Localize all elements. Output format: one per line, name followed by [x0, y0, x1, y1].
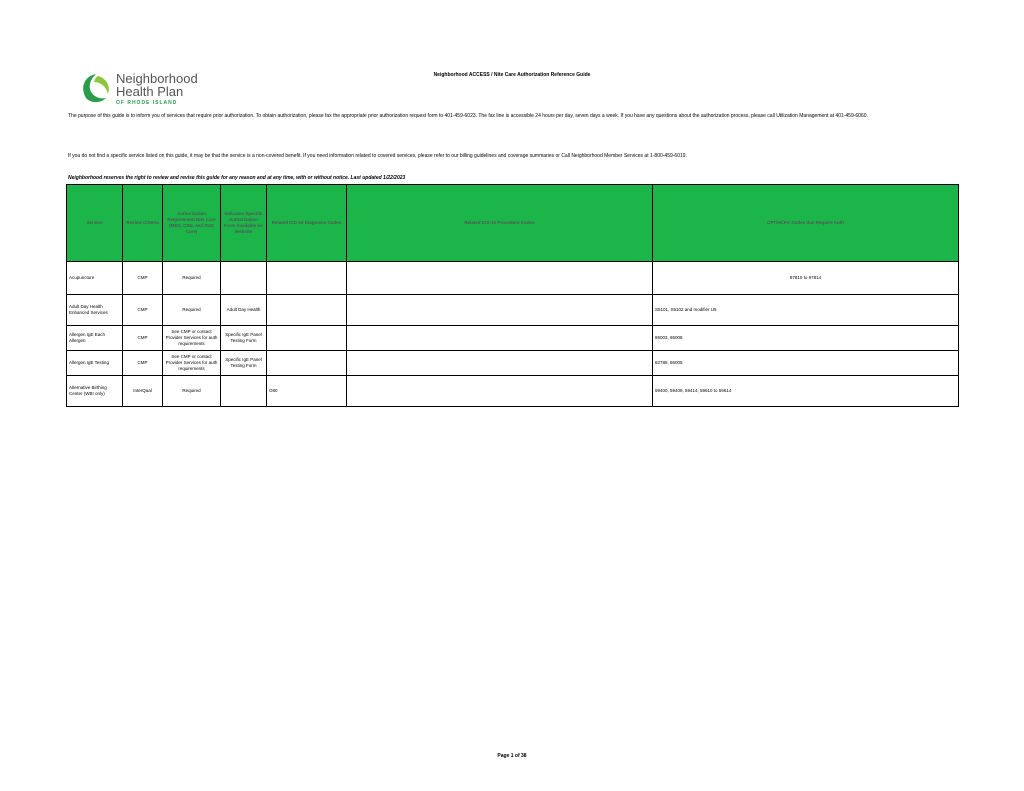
cell-diagnosis: O80 — [267, 376, 347, 407]
cell-procedure — [347, 295, 653, 326]
table-row — [67, 351, 959, 376]
table-row — [67, 376, 959, 407]
cell-cpt: S5101, S5102 and modifier U5 — [653, 295, 959, 326]
logo-line-1: Neighborhood — [116, 71, 198, 86]
cell-cpt: 59400, 59409, 59414, 59610 to 59614 — [653, 376, 959, 407]
header-cpt-codes: CPT/HCPC Codes that Require Auth — [653, 185, 959, 262]
cell-cpt: 97810 to 97814 — [653, 262, 959, 295]
disclaimer-paragraph: Neighborhood reserves the right to review and revise this guide for any reason and at any time, with or without notice. Last updated 1/22/2023 — [68, 175, 406, 181]
logo-line-3: OF RHODE ISLAND — [116, 100, 178, 106]
cell-procedure — [347, 262, 653, 295]
cell-procedure — [347, 351, 653, 376]
table-row — [67, 262, 959, 295]
logo-line-2: Health Plan — [116, 84, 184, 99]
cell-form: Specific IgE Panel Testing Form — [221, 326, 267, 351]
cell-form — [221, 376, 267, 407]
authorization-table — [66, 184, 959, 407]
cell-service: Allergen IgE Testing — [67, 351, 123, 376]
cell-diagnosis — [267, 326, 347, 351]
cell-procedure — [347, 326, 653, 351]
cell-form — [221, 262, 267, 295]
cell-form: Adult Day Health — [221, 295, 267, 326]
cell-diagnosis — [267, 295, 347, 326]
cell-service: Acupuncture — [67, 262, 123, 295]
cell-diagnosis — [267, 351, 347, 376]
cell-cpt: 86003, 86008 — [653, 326, 959, 351]
cell-service: Allergen IgE Each Allergen — [67, 326, 123, 351]
header-auth-requirement: Authorization Requirement Nite Care (MED, CSN, and SUD Care) — [163, 185, 221, 262]
cell-criteria: CMP — [123, 295, 163, 326]
cell-criteria: CMP — [123, 262, 163, 295]
header-procedure-codes: Related ICD-10 Procedure Codes — [347, 185, 653, 262]
table-header-row — [67, 185, 959, 262]
cell-criteria: CMP — [123, 326, 163, 351]
header-diagnosis-codes: Related ICD-10 Diagnosis Codes — [267, 185, 347, 262]
cell-cpt: 82785, 86005 — [653, 351, 959, 376]
cell-criteria: CMP — [123, 351, 163, 376]
note-paragraph: If you do not find a specific service listed on this guide, it may be that the service is a non-covered benefit. If you need information related to covered services, please refer to our billing guidelines and coverage summaries or Call Neighborhood Member Services at 1-800-459-6019. — [68, 153, 687, 159]
cell-procedure — [347, 376, 653, 407]
table-row — [67, 295, 959, 326]
page-number: Page 1 of 38 — [497, 753, 527, 759]
cell-requirement: Required — [163, 376, 221, 407]
cell-service: Alternative Birthing Center (WBI only) — [67, 376, 123, 407]
table-row — [67, 326, 959, 351]
cell-form: Specific IgE Panel Testing Form — [221, 351, 267, 376]
cell-requirement: Required — [163, 295, 221, 326]
cell-requirement: See CMP or contact Provider Services for auth requirements — [163, 351, 221, 376]
cell-service: Adult Day Health Enhanced Services — [67, 295, 123, 326]
header-auth-form: Indicates Specific Authorization Form Available on Website — [221, 185, 267, 262]
cell-requirement: Required — [163, 262, 221, 295]
document-title: Neighborhood ACCESS / Nite Care Authorization Reference Guide — [433, 72, 591, 78]
cell-criteria: InterQual — [123, 376, 163, 407]
header-service: Service — [67, 185, 123, 262]
header-review-criteria: Review Criteria — [123, 185, 163, 262]
cell-requirement: See CMP or contact Provider Services for auth requirements — [163, 326, 221, 351]
intro-paragraph: The purpose of this guide is to inform you of services that require prior authorization. To obtain authorization, please fax the appropriate prior authorization request form to 401-459-6023. The fax line is accessible 24 hours per day, seven days a week. If you have any questions about the authorization process, please call Utilization Management at 401-459-6060. — [68, 113, 868, 119]
cell-diagnosis — [267, 262, 347, 295]
